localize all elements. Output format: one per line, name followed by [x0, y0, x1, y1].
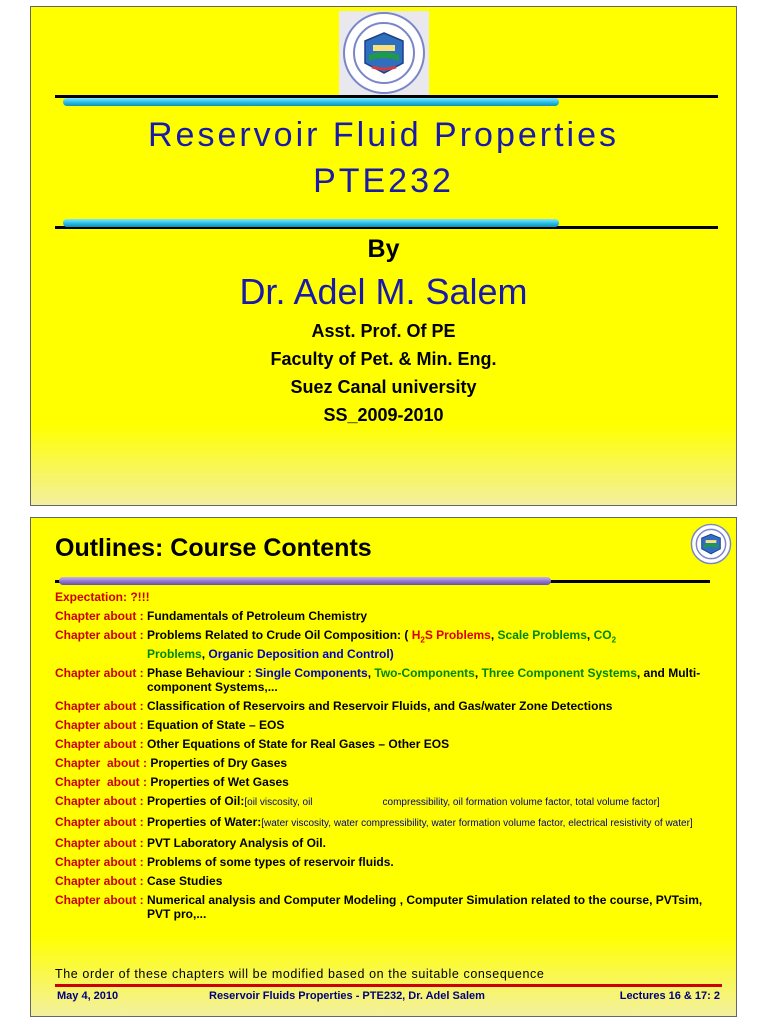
- chapter-label: Chapter about :: [55, 628, 147, 642]
- chapter-row: [55, 628, 715, 661]
- slide-title-line1: Reservoir Fluid Properties: [147, 116, 620, 154]
- chapter-text: Case Studies: [147, 874, 223, 889]
- affiliation-university: Suez Canal university: [290, 377, 477, 397]
- bottom-cyan-bar: [63, 219, 559, 227]
- order-note: The order of these chapters will be modified based on the suitable consequence: [55, 967, 545, 981]
- chapter-row: [55, 794, 715, 810]
- by-label: By: [367, 235, 400, 263]
- chapter-text: Other Equations of State for Real Gases – Other EOS: [147, 737, 450, 752]
- chapter-text: Phase Behaviour : Single Components, Two-Components, Three Component Systems, and Multi-component Systems,...: [147, 666, 701, 695]
- chapter-text: PVT Laboratory Analysis of Oil.: [147, 836, 326, 851]
- chapter-row: [55, 815, 715, 831]
- chapter-row: [55, 874, 715, 888]
- chapter-label: Chapter about :: [55, 815, 147, 830]
- university-logo-icon: [339, 11, 429, 95]
- chapter-label: Chapter about :: [55, 874, 147, 889]
- title-slide: [30, 6, 737, 506]
- chapter-label: Chapter about :: [55, 836, 147, 851]
- chapter-label: Chapter about :: [55, 718, 147, 733]
- affiliation-title: Asst. Prof. Of PE: [311, 321, 456, 341]
- chapter-label: Chapter about :: [55, 609, 147, 623]
- chapter-row: [55, 609, 715, 623]
- author-name: Dr. Adel M. Salem: [239, 271, 528, 312]
- expectation-label: Expectation: ?!!!: [55, 590, 150, 604]
- university-logo-small-icon: [689, 522, 733, 566]
- chapter-label: Chapter about :: [55, 775, 151, 790]
- chapter-text: Fundamentals of Petroleum Chemistry: [147, 609, 368, 623]
- chapter-row: [55, 699, 715, 713]
- chapter-row: [55, 775, 715, 789]
- chapter-text: Classification of Reservoirs and Reservoir Fluids, and Gas/water Zone Detections: [147, 699, 613, 714]
- slide-shading: [31, 425, 736, 505]
- chapter-label: Chapter about :: [55, 737, 147, 752]
- outline-slide: [30, 517, 737, 1017]
- chapter-row: [55, 737, 715, 751]
- chapter-list: [55, 590, 715, 926]
- chapter-label: Chapter about :: [55, 794, 147, 809]
- chapter-label: Chapter about :: [55, 893, 147, 908]
- top-cyan-bar: [63, 98, 559, 106]
- chapter-text: Properties of Water:[water viscosity, water compressibility, water formation volume factor, electrical resistivity of water]: [147, 815, 693, 830]
- chapter-text: Properties of Wet Gases: [150, 775, 289, 790]
- chapter-row: [55, 893, 715, 921]
- outline-title: Outlines: Course Contents: [55, 534, 372, 562]
- chapter-text: Properties of Dry Gases: [150, 756, 288, 771]
- chapter-text: Problems of some types of reservoir fluids.: [147, 855, 394, 870]
- footer-course: Reservoir Fluids Properties - PTE232, Dr. Adel Salem: [209, 990, 485, 1002]
- outline-purple-bar: [59, 577, 551, 585]
- chapter-row: [55, 718, 715, 732]
- chapter-text: Equation of State – EOS: [147, 718, 285, 733]
- slide-title-line2: PTE232: [313, 162, 454, 200]
- footer-page: Lectures 16 & 17: 2: [619, 990, 720, 1002]
- expectation-row: [55, 590, 715, 604]
- chapter-row: [55, 836, 715, 850]
- chapter-label: Chapter about :: [55, 756, 151, 771]
- affiliation-semester: SS_2009-2010: [323, 405, 444, 425]
- chapter-text: Problems Related to Crude Oil Composition: ( $H_2S$ Problems, Scale Problems, $CO_2$ Problems, Organic Deposition and Control): [147, 628, 617, 662]
- chapter-text: Numerical analysis and Computer Modeling , Computer Simulation related to the course, PVTsim, PVT pro,...: [147, 893, 703, 922]
- chapter-row: [55, 666, 715, 694]
- affiliation-faculty: Faculty of Pet. & Min. Eng.: [270, 349, 497, 369]
- footer-divider-line: [55, 984, 722, 987]
- chapter-text: Properties of Oil:[oil viscosity, oil compressibility, oil formation volume factor, total volume factor]: [147, 794, 660, 809]
- chapter-label: Chapter about :: [55, 855, 147, 870]
- chapter-row: [55, 756, 715, 770]
- footer-date: May 4, 2010: [57, 990, 119, 1002]
- chapter-row: [55, 855, 715, 869]
- chapter-label: Chapter about :: [55, 666, 147, 681]
- chapter-label: Chapter about :: [55, 699, 147, 714]
